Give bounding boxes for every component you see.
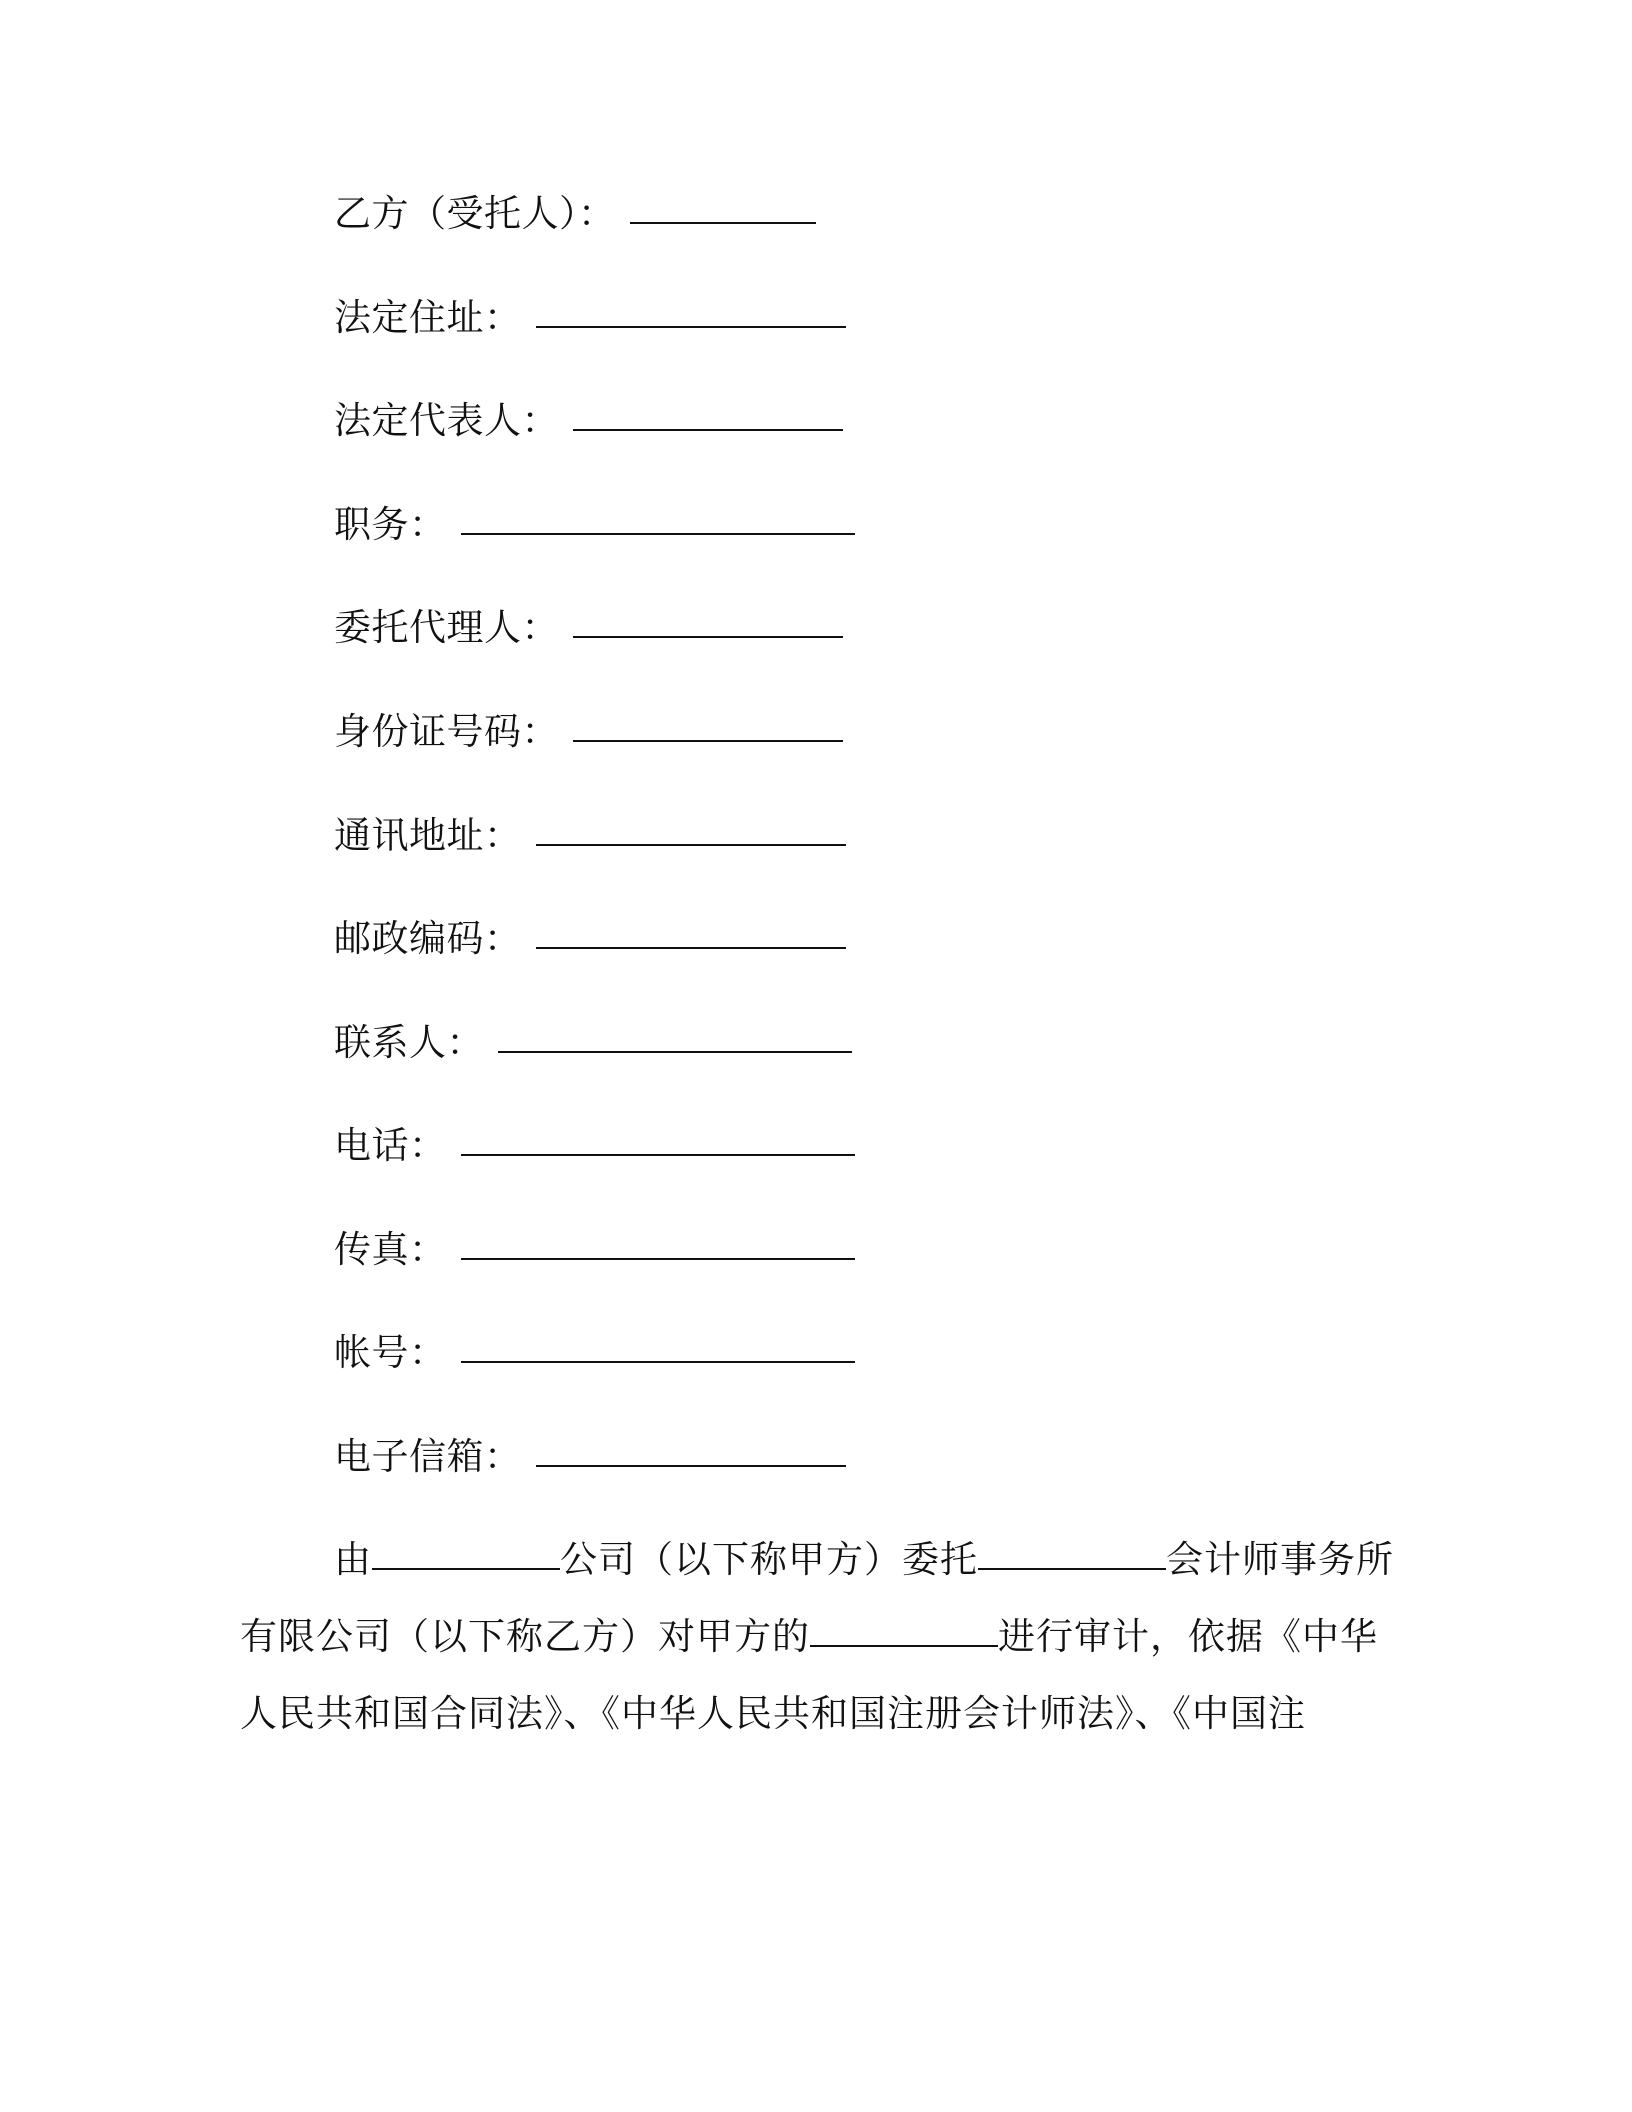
- legal-address-label: 法定住址：: [334, 296, 522, 339]
- email-field: [334, 1429, 846, 1485]
- party-b-field: [334, 186, 816, 242]
- company-blank[interactable]: [372, 1568, 560, 1570]
- paragraph-line-3: 人民共和国合同法》、《中华人民共和国注册会计师法》、《中国注: [240, 1692, 1306, 1735]
- id-number-label: 身份证号码：: [334, 710, 559, 753]
- email-label: 电子信箱：: [334, 1435, 522, 1478]
- paragraph-text: 会计师事务所: [1166, 1538, 1394, 1581]
- body-paragraph: [240, 1521, 1400, 1752]
- paragraph-line-1: [240, 1521, 1400, 1598]
- postal-code-label: 邮政编码：: [334, 917, 522, 960]
- email-blank[interactable]: [536, 1465, 846, 1467]
- authorized-agent-blank[interactable]: [573, 636, 843, 638]
- id-number-field: [334, 704, 843, 760]
- fax-blank[interactable]: [461, 1258, 855, 1260]
- contact-person-blank[interactable]: [498, 1051, 852, 1053]
- audit-subject-blank[interactable]: [810, 1645, 998, 1647]
- paragraph-text: 公司（以下称甲方）委托: [560, 1538, 978, 1581]
- contact-person-label: 联系人：: [334, 1021, 484, 1064]
- paragraph-text: 进行审计，依据《中华: [998, 1615, 1378, 1658]
- party-b-label: 乙方（受托人）：: [334, 192, 616, 235]
- phone-field: [334, 1118, 855, 1174]
- position-label: 职务：: [334, 503, 447, 546]
- paragraph-text: 有限公司（以下称乙方）对甲方的: [240, 1615, 810, 1658]
- party-b-blank[interactable]: [630, 222, 816, 224]
- phone-label: 电话：: [334, 1124, 447, 1167]
- authorized-agent-field: [334, 600, 843, 656]
- mailing-address-field: [334, 808, 846, 864]
- legal-representative-field: [334, 393, 843, 449]
- account-number-label: 帐号：: [334, 1331, 447, 1374]
- phone-blank[interactable]: [461, 1154, 855, 1156]
- postal-code-field: [334, 911, 846, 967]
- account-number-field: [334, 1325, 855, 1381]
- legal-representative-label: 法定代表人：: [334, 399, 559, 442]
- id-number-blank[interactable]: [573, 740, 843, 742]
- legal-representative-blank[interactable]: [573, 429, 843, 431]
- account-number-blank[interactable]: [461, 1361, 855, 1363]
- authorized-agent-label: 委托代理人：: [334, 606, 559, 649]
- paragraph-text: 由: [334, 1538, 372, 1581]
- mailing-address-blank[interactable]: [536, 844, 846, 846]
- fax-field: [334, 1222, 855, 1278]
- postal-code-blank[interactable]: [536, 947, 846, 949]
- position-field: [334, 497, 855, 553]
- legal-address-blank[interactable]: [536, 326, 846, 328]
- fax-label: 传真：: [334, 1228, 447, 1271]
- accounting-firm-blank[interactable]: [978, 1568, 1166, 1570]
- paragraph-line-2: [240, 1598, 1400, 1675]
- position-blank[interactable]: [461, 533, 855, 535]
- legal-address-field: [334, 290, 846, 346]
- mailing-address-label: 通讯地址：: [334, 814, 522, 857]
- contact-person-field: [334, 1015, 852, 1071]
